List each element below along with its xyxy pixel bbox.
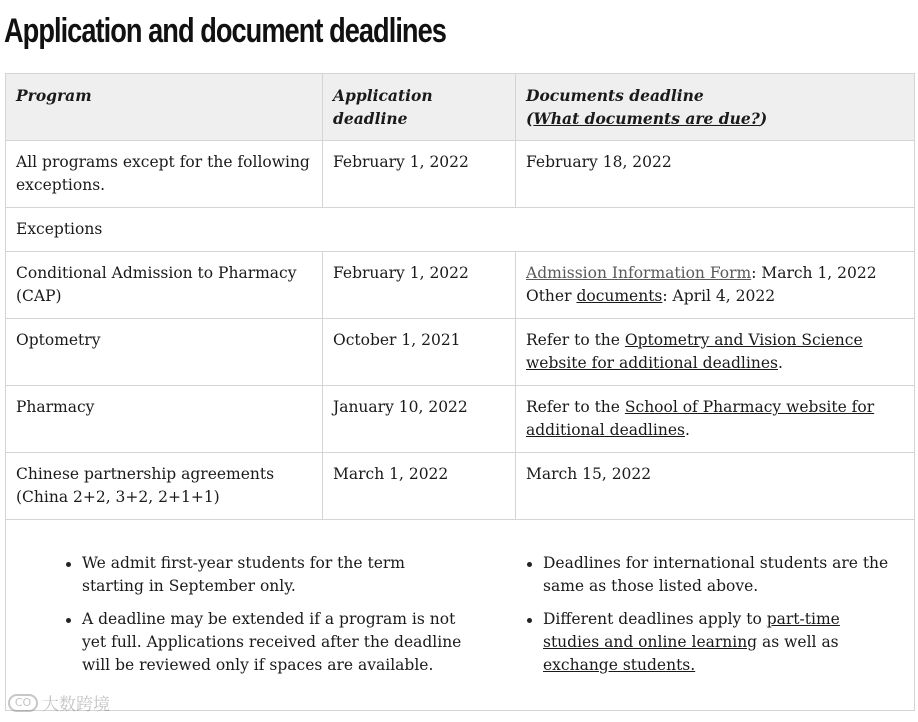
documents-link[interactable]: documents xyxy=(576,287,663,305)
program-cell: Chinese partnership agreements (China 2+2, 3+2, 2+1+1) xyxy=(6,453,323,520)
list-item: A deadline may be extended if a program is not yet full. Applications received after the deadline will be reviewed only if spaces are available. xyxy=(82,608,462,677)
page-title: Application and document deadlines xyxy=(4,12,446,50)
list-item: Deadlines for international students are the same as those listed above. xyxy=(543,552,893,598)
form-date: : March 1, 2022 xyxy=(751,264,877,282)
table-row xyxy=(6,319,915,386)
program-cell: Conditional Admission to Pharmacy (CAP) xyxy=(6,252,323,319)
header-application-deadline: Application deadline xyxy=(323,74,516,141)
table-row xyxy=(6,252,915,319)
pharmacy-website-link[interactable]: School of Pharmacy website for additional deadlines xyxy=(526,398,875,439)
application-deadline-cell: October 1, 2021 xyxy=(323,319,516,386)
table-row xyxy=(6,453,915,520)
refer-prefix: Refer to the xyxy=(526,331,625,349)
watermark-logo-icon: CO xyxy=(8,694,38,712)
documents-deadline-cell xyxy=(516,319,915,386)
documents-deadline-cell: February 18, 2022 xyxy=(516,141,915,208)
optometry-website-link[interactable]: Optometry and Vision Science website for additional deadlines xyxy=(526,331,863,372)
header-program: Program xyxy=(6,74,323,141)
refer-suffix: . xyxy=(684,421,690,439)
documents-deadline-cell xyxy=(516,252,915,319)
application-deadline-cell: January 10, 2022 xyxy=(323,386,516,453)
header-documents-deadline xyxy=(516,74,915,141)
note-mid: as well as xyxy=(757,633,839,651)
what-documents-link[interactable]: What documents are due? xyxy=(533,109,760,128)
refer-suffix: . xyxy=(777,354,783,372)
table-row xyxy=(6,141,915,208)
paren-open: ( xyxy=(526,109,534,128)
watermark xyxy=(8,690,110,715)
part-time-studies-link[interactable]: part-time studies and online learning xyxy=(543,610,840,651)
notes-cell xyxy=(6,520,915,711)
table-row xyxy=(6,386,915,453)
paren-close: ) xyxy=(759,109,768,128)
watermark-text: 大数跨境 xyxy=(42,695,110,715)
notes-row xyxy=(6,520,915,711)
program-cell: Pharmacy xyxy=(6,386,323,453)
exchange-students-link[interactable]: exchange students. xyxy=(543,656,696,674)
exceptions-label: Exceptions xyxy=(6,208,915,252)
notes-list-left xyxy=(82,552,462,687)
note-prefix: Different deadlines apply to xyxy=(543,610,767,628)
notes xyxy=(16,530,904,687)
refer-prefix: Refer to the xyxy=(526,398,625,416)
other-prefix: Other xyxy=(526,287,577,305)
list-item: We admit first-year students for the term starting in September only. xyxy=(82,552,462,598)
notes-list-right xyxy=(543,552,893,687)
application-deadline-cell: February 1, 2022 xyxy=(323,252,516,319)
deadlines-table xyxy=(5,73,915,711)
admission-information-form-link[interactable]: Admission Information Form xyxy=(526,264,752,282)
application-deadline-cell: February 1, 2022 xyxy=(323,141,516,208)
header-documents-label: Documents deadline xyxy=(526,86,704,105)
program-cell: All programs except for the following exceptions. xyxy=(6,141,323,208)
documents-deadline-cell: March 15, 2022 xyxy=(516,453,915,520)
list-item xyxy=(543,608,893,677)
documents-deadline-cell xyxy=(516,386,915,453)
exceptions-row xyxy=(6,208,915,252)
table-header-row xyxy=(6,74,915,141)
application-deadline-cell: March 1, 2022 xyxy=(323,453,516,520)
documents-date: : April 4, 2022 xyxy=(662,287,776,305)
program-cell: Optometry xyxy=(6,319,323,386)
